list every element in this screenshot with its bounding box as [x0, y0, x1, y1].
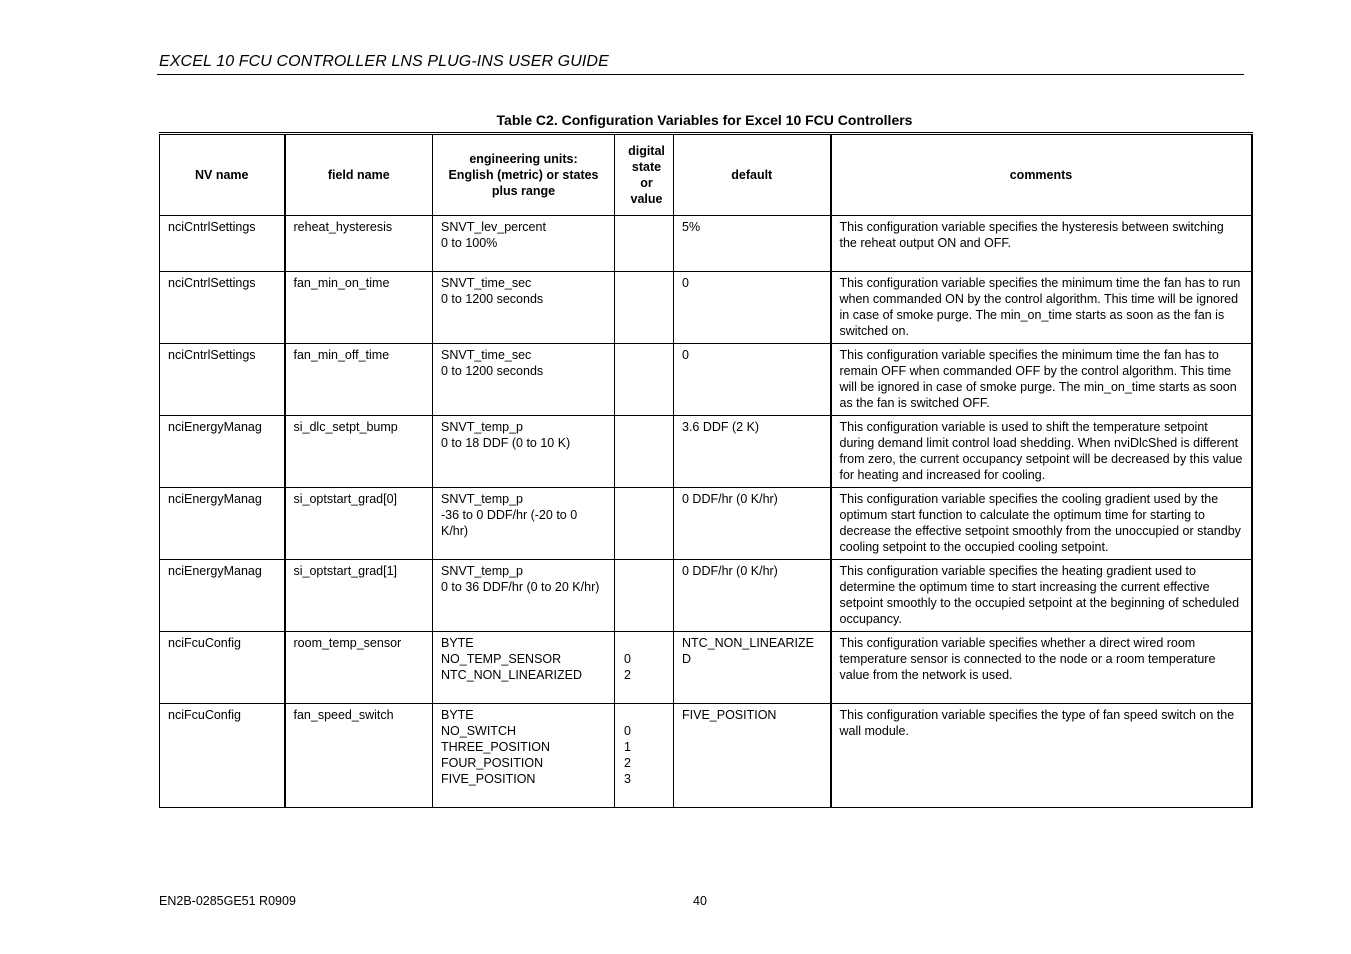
cell-field-name: si_dlc_setpt_bump	[285, 416, 433, 488]
cell-units: SNVT_temp_p -36 to 0 DDF/hr (-20 to 0 K/hr)	[433, 488, 615, 560]
cell-units: SNVT_lev_percent 0 to 100%	[433, 216, 615, 272]
cell-digital	[615, 216, 674, 272]
cell-comments: This configuration variable specifies the type of fan speed switch on the wall module.	[831, 704, 1252, 808]
table-header-row	[160, 134, 1252, 216]
cell-comments: This configuration variable specifies the minimum time the fan has to remain OFF when commanded OFF by the control algorithm. This time will be ignored in case of smoke purge. The min_on_time starts as soon as the fan is switched OFF.	[831, 344, 1252, 416]
cell-comments: This configuration variable specifies the heating gradient used to determine the optimum time to start increasing the current effective setpoint smoothly to the occupied setpoint at the beginning of scheduled occupancy.	[831, 560, 1252, 632]
cell-field-name: fan_min_on_time	[285, 272, 433, 344]
cell-field-name: fan_min_off_time	[285, 344, 433, 416]
cell-field-name: si_optstart_grad[1]	[285, 560, 433, 632]
cell-comments: This configuration variable specifies whether a direct wired room temperature sensor is connected to the node or a room temperature value from the network is used.	[831, 632, 1252, 704]
cell-units: SNVT_temp_p 0 to 36 DDF/hr (0 to 20 K/hr)	[433, 560, 615, 632]
cell-nv-name: nciEnergyManag	[160, 560, 285, 632]
cell-field-name: fan_speed_switch	[285, 704, 433, 808]
cell-default: 0	[674, 272, 831, 344]
column-header-engineering-units: engineering units: English (metric) or states plus range	[433, 134, 615, 216]
table-row	[160, 216, 1252, 272]
cell-comments: This configuration variable is used to shift the temperature setpoint during demand limit control load shedding. When nviDlcShed is different from zero, the current occupancy setpoint will be decreased by this value for heating and increased for cooling.	[831, 416, 1252, 488]
cell-default: 5%	[674, 216, 831, 272]
table-row	[160, 272, 1252, 344]
configuration-variables-table	[159, 132, 1253, 808]
cell-digital: 0 1 2 3	[615, 704, 674, 808]
column-header-nv-name: NV name	[160, 134, 285, 216]
cell-field-name: room_temp_sensor	[285, 632, 433, 704]
column-header-field-name: field name	[285, 134, 433, 216]
cell-digital	[615, 416, 674, 488]
document-header-title: EXCEL 10 FCU CONTROLLER LNS PLUG-INS USER GUIDE	[159, 53, 609, 70]
cell-comments: This configuration variable specifies the hysteresis between switching the reheat output ON and OFF.	[831, 216, 1252, 272]
cell-field-name: si_optstart_grad[0]	[285, 488, 433, 560]
cell-field-name: reheat_hysteresis	[285, 216, 433, 272]
cell-nv-name: nciCntrlSettings	[160, 216, 285, 272]
cell-nv-name: nciEnergyManag	[160, 488, 285, 560]
table-row	[160, 488, 1252, 560]
table-row	[160, 344, 1252, 416]
cell-nv-name: nciEnergyManag	[160, 416, 285, 488]
table-row	[160, 560, 1252, 632]
cell-nv-name: nciFcuConfig	[160, 704, 285, 808]
cell-digital	[615, 344, 674, 416]
cell-digital	[615, 272, 674, 344]
cell-default: NTC_NON_LINEARIZE D	[674, 632, 831, 704]
cell-comments: This configuration variable specifies the minimum time the fan has to run when commanded ON by the control algorithm. This time will be ignored in case of smoke purge. The min_on_time starts as soon as the fan is switched on.	[831, 272, 1252, 344]
cell-default: 0	[674, 344, 831, 416]
cell-units: SNVT_temp_p 0 to 18 DDF (0 to 10 K)	[433, 416, 615, 488]
table-caption: Table C2. Configuration Variables for Excel 10 FCU Controllers	[496, 112, 913, 128]
column-header-comments: comments	[831, 134, 1252, 216]
cell-digital: 0 2	[615, 632, 674, 704]
column-header-digital-state: digital state or value	[615, 134, 674, 216]
table-row	[160, 632, 1252, 704]
cell-default: 3.6 DDF (2 K)	[674, 416, 831, 488]
cell-units: SNVT_time_sec 0 to 1200 seconds	[433, 344, 615, 416]
table-row	[160, 704, 1252, 808]
cell-nv-name: nciFcuConfig	[160, 632, 285, 704]
cell-digital	[615, 488, 674, 560]
cell-units: SNVT_time_sec 0 to 1200 seconds	[433, 272, 615, 344]
header-rule	[157, 74, 1244, 75]
cell-comments: This configuration variable specifies the cooling gradient used by the optimum start function to calculate the optimum time for starting to decrease the effective setpoint smoothly from the unoccupied or standby cooling setpoint to the occupied cooling setpoint.	[831, 488, 1252, 560]
footer-document-id: EN2B-0285GE51 R0909	[159, 894, 296, 908]
table-row	[160, 416, 1252, 488]
footer-page-number: 40	[693, 894, 707, 908]
cell-default: 0 DDF/hr (0 K/hr)	[674, 560, 831, 632]
cell-nv-name: nciCntrlSettings	[160, 272, 285, 344]
cell-nv-name: nciCntrlSettings	[160, 344, 285, 416]
column-header-default: default	[674, 134, 831, 216]
cell-units: BYTE NO_TEMP_SENSOR NTC_NON_LINEARIZED	[433, 632, 615, 704]
cell-default: 0 DDF/hr (0 K/hr)	[674, 488, 831, 560]
cell-units: BYTE NO_SWITCH THREE_POSITION FOUR_POSITION FIVE_POSITION	[433, 704, 615, 808]
cell-default: FIVE_POSITION	[674, 704, 831, 808]
cell-digital	[615, 560, 674, 632]
